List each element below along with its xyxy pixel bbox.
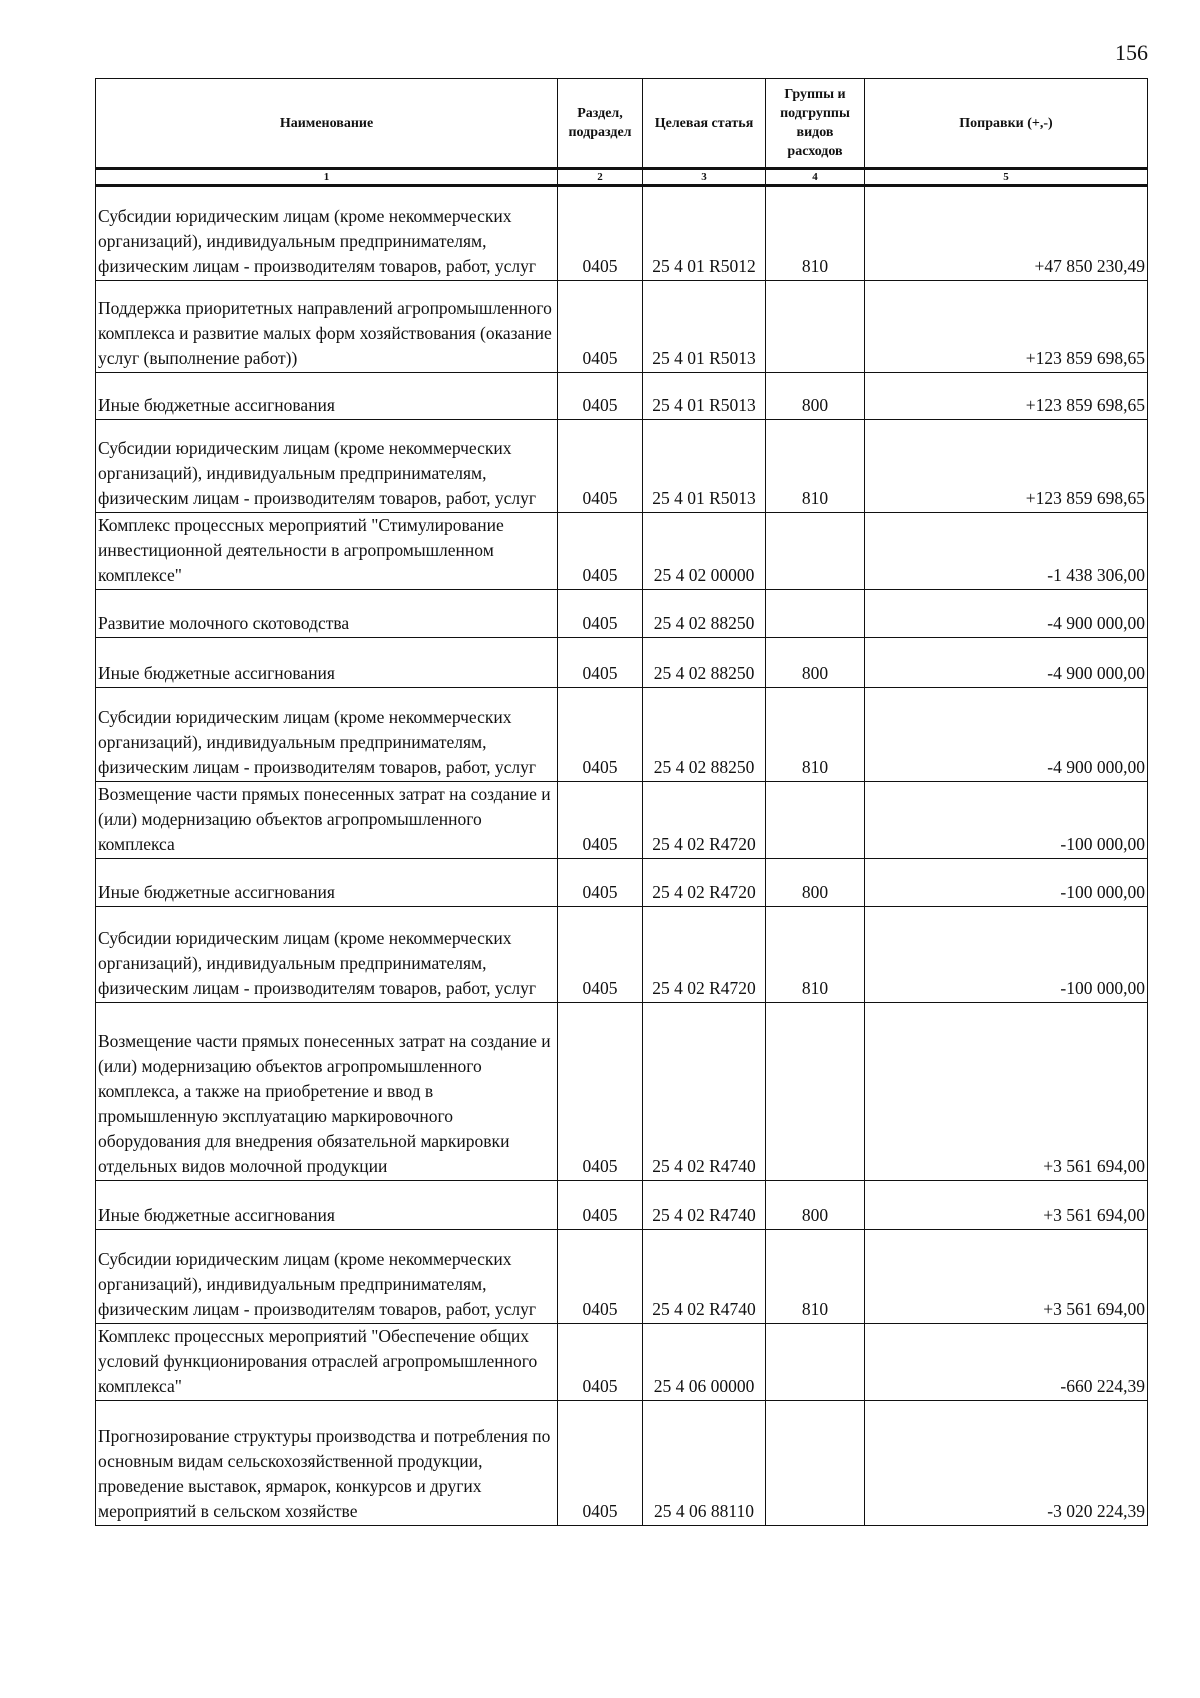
- cell-article: 25 4 01 R5012: [643, 186, 766, 281]
- header-amount: Поправки (+,-): [865, 79, 1148, 169]
- cell-group: [766, 1003, 865, 1181]
- cell-section: 0405: [558, 907, 643, 1003]
- cell-group: 810: [766, 907, 865, 1003]
- cell-amount: -660 224,39: [865, 1324, 1148, 1401]
- cell-amount: +3 561 694,00: [865, 1003, 1148, 1181]
- budget-amendments-table: [95, 78, 1148, 1526]
- table-row: [96, 1003, 1148, 1181]
- cell-group: 810: [766, 688, 865, 782]
- cell-group: 810: [766, 1230, 865, 1324]
- cell-section: 0405: [558, 1401, 643, 1526]
- cell-article: 25 4 01 R5013: [643, 281, 766, 373]
- cell-group: 800: [766, 373, 865, 420]
- column-number: 3: [643, 169, 766, 186]
- cell-name: Субсидии юридическим лицам (кроме некоммерческих организаций), индивидуальным предпринимателям, физическим лицам - производителям товаров, работ, услуг: [96, 186, 558, 281]
- cell-section: 0405: [558, 782, 643, 859]
- cell-article: 25 4 02 R4740: [643, 1003, 766, 1181]
- cell-name: Комплекс процессных мероприятий "Обеспечение общих условий функционирования отраслей агропромышленного комплекса": [96, 1324, 558, 1401]
- cell-amount: +123 859 698,65: [865, 420, 1148, 513]
- cell-article: 25 4 02 88250: [643, 638, 766, 688]
- cell-section: 0405: [558, 688, 643, 782]
- cell-section: 0405: [558, 1003, 643, 1181]
- cell-name: Возмещение части прямых понесенных затрат на создание и (или) модернизацию объектов агропромышленного комплекса, а также на приобретение и ввод в промышленную эксплуатацию маркировочного оборудования для внедрения обязательной маркировки отдельных видов молочной продукции: [96, 1003, 558, 1181]
- cell-name: Субсидии юридическим лицам (кроме некоммерческих организаций), индивидуальным предпринимателям, физическим лицам - производителям товаров, работ, услуг: [96, 907, 558, 1003]
- cell-section: 0405: [558, 281, 643, 373]
- table-row: [96, 1324, 1148, 1401]
- cell-name: Субсидии юридическим лицам (кроме некоммерческих организаций), индивидуальным предпринимателям, физическим лицам - производителям товаров, работ, услуг: [96, 1230, 558, 1324]
- table-row: [96, 281, 1148, 373]
- table-row: [96, 688, 1148, 782]
- column-number: 5: [865, 169, 1148, 186]
- header-group: Группы и подгруппы видов расходов: [766, 79, 865, 169]
- table-row: [96, 513, 1148, 590]
- cell-name: Прогнозирование структуры производства и потребления по основным видам сельскохозяйственной продукции, проведение выставок, ярмарок, конкурсов и других мероприятий в сельском хозяйстве: [96, 1401, 558, 1526]
- cell-name: Иные бюджетные ассигнования: [96, 859, 558, 907]
- cell-article: 25 4 02 88250: [643, 590, 766, 638]
- cell-section: 0405: [558, 1324, 643, 1401]
- cell-section: 0405: [558, 638, 643, 688]
- cell-amount: -100 000,00: [865, 859, 1148, 907]
- cell-group: 800: [766, 859, 865, 907]
- cell-group: 800: [766, 1181, 865, 1230]
- cell-amount: +123 859 698,65: [865, 281, 1148, 373]
- table-row: [96, 1230, 1148, 1324]
- table-row: [96, 638, 1148, 688]
- cell-amount: -4 900 000,00: [865, 590, 1148, 638]
- cell-name: Иные бюджетные ассигнования: [96, 1181, 558, 1230]
- header-row: [96, 79, 1148, 169]
- cell-amount: -4 900 000,00: [865, 688, 1148, 782]
- cell-name: Развитие молочного скотоводства: [96, 590, 558, 638]
- cell-article: 25 4 02 R4720: [643, 859, 766, 907]
- column-number: 1: [96, 169, 558, 186]
- table-row: [96, 590, 1148, 638]
- cell-section: 0405: [558, 420, 643, 513]
- table-row: [96, 1401, 1148, 1526]
- table-row: [96, 859, 1148, 907]
- cell-group: [766, 1324, 865, 1401]
- cell-name: Поддержка приоритетных направлений агропромышленного комплекса и развитие малых форм хозяйствования (оказание услуг (выполнение работ)): [96, 281, 558, 373]
- cell-group: [766, 513, 865, 590]
- table-row: [96, 373, 1148, 420]
- cell-section: 0405: [558, 1230, 643, 1324]
- cell-group: 800: [766, 638, 865, 688]
- table-row: [96, 420, 1148, 513]
- cell-name: Иные бюджетные ассигнования: [96, 638, 558, 688]
- cell-name: Иные бюджетные ассигнования: [96, 373, 558, 420]
- cell-amount: -4 900 000,00: [865, 638, 1148, 688]
- cell-group: [766, 281, 865, 373]
- header-section: Раздел, подраздел: [558, 79, 643, 169]
- table-row: [96, 907, 1148, 1003]
- cell-article: 25 4 02 R4720: [643, 782, 766, 859]
- cell-section: 0405: [558, 513, 643, 590]
- cell-amount: +47 850 230,49: [865, 186, 1148, 281]
- table-body: [96, 186, 1148, 1526]
- cell-article: 25 4 02 R4720: [643, 907, 766, 1003]
- cell-article: 25 4 06 00000: [643, 1324, 766, 1401]
- cell-name: Субсидии юридическим лицам (кроме некоммерческих организаций), индивидуальным предпринимателям, физическим лицам - производителям товаров, работ, услуг: [96, 688, 558, 782]
- cell-amount: -100 000,00: [865, 782, 1148, 859]
- cell-amount: -3 020 224,39: [865, 1401, 1148, 1526]
- table-row: [96, 782, 1148, 859]
- cell-amount: -1 438 306,00: [865, 513, 1148, 590]
- cell-group: 810: [766, 420, 865, 513]
- cell-group: [766, 1401, 865, 1526]
- cell-name: Комплекс процессных мероприятий "Стимулирование инвестиционной деятельности в агропромышленном комплексе": [96, 513, 558, 590]
- cell-article: 25 4 02 00000: [643, 513, 766, 590]
- cell-article: 25 4 01 R5013: [643, 420, 766, 513]
- cell-name: Субсидии юридическим лицам (кроме некоммерческих организаций), индивидуальным предпринимателям, физическим лицам - производителям товаров, работ, услуг: [96, 420, 558, 513]
- column-number: 4: [766, 169, 865, 186]
- cell-article: 25 4 02 R4740: [643, 1230, 766, 1324]
- cell-article: 25 4 02 88250: [643, 688, 766, 782]
- cell-name: Возмещение части прямых понесенных затрат на создание и (или) модернизацию объектов агропромышленного комплекса: [96, 782, 558, 859]
- cell-group: [766, 590, 865, 638]
- table-header: [96, 79, 1148, 186]
- table-row: [96, 186, 1148, 281]
- cell-amount: +3 561 694,00: [865, 1230, 1148, 1324]
- table-row: [96, 1181, 1148, 1230]
- column-number: 2: [558, 169, 643, 186]
- cell-article: 25 4 06 88110: [643, 1401, 766, 1526]
- cell-amount: +123 859 698,65: [865, 373, 1148, 420]
- header-article: Целевая статья: [643, 79, 766, 169]
- header-name: Наименование: [96, 79, 558, 169]
- cell-group: [766, 782, 865, 859]
- cell-article: 25 4 01 R5013: [643, 373, 766, 420]
- cell-article: 25 4 02 R4740: [643, 1181, 766, 1230]
- cell-section: 0405: [558, 859, 643, 907]
- cell-section: 0405: [558, 373, 643, 420]
- page-number: 156: [1115, 40, 1148, 65]
- cell-section: 0405: [558, 186, 643, 281]
- cell-amount: +3 561 694,00: [865, 1181, 1148, 1230]
- cell-section: 0405: [558, 1181, 643, 1230]
- cell-section: 0405: [558, 590, 643, 638]
- column-number-row: [96, 169, 1148, 186]
- cell-amount: -100 000,00: [865, 907, 1148, 1003]
- cell-group: 810: [766, 186, 865, 281]
